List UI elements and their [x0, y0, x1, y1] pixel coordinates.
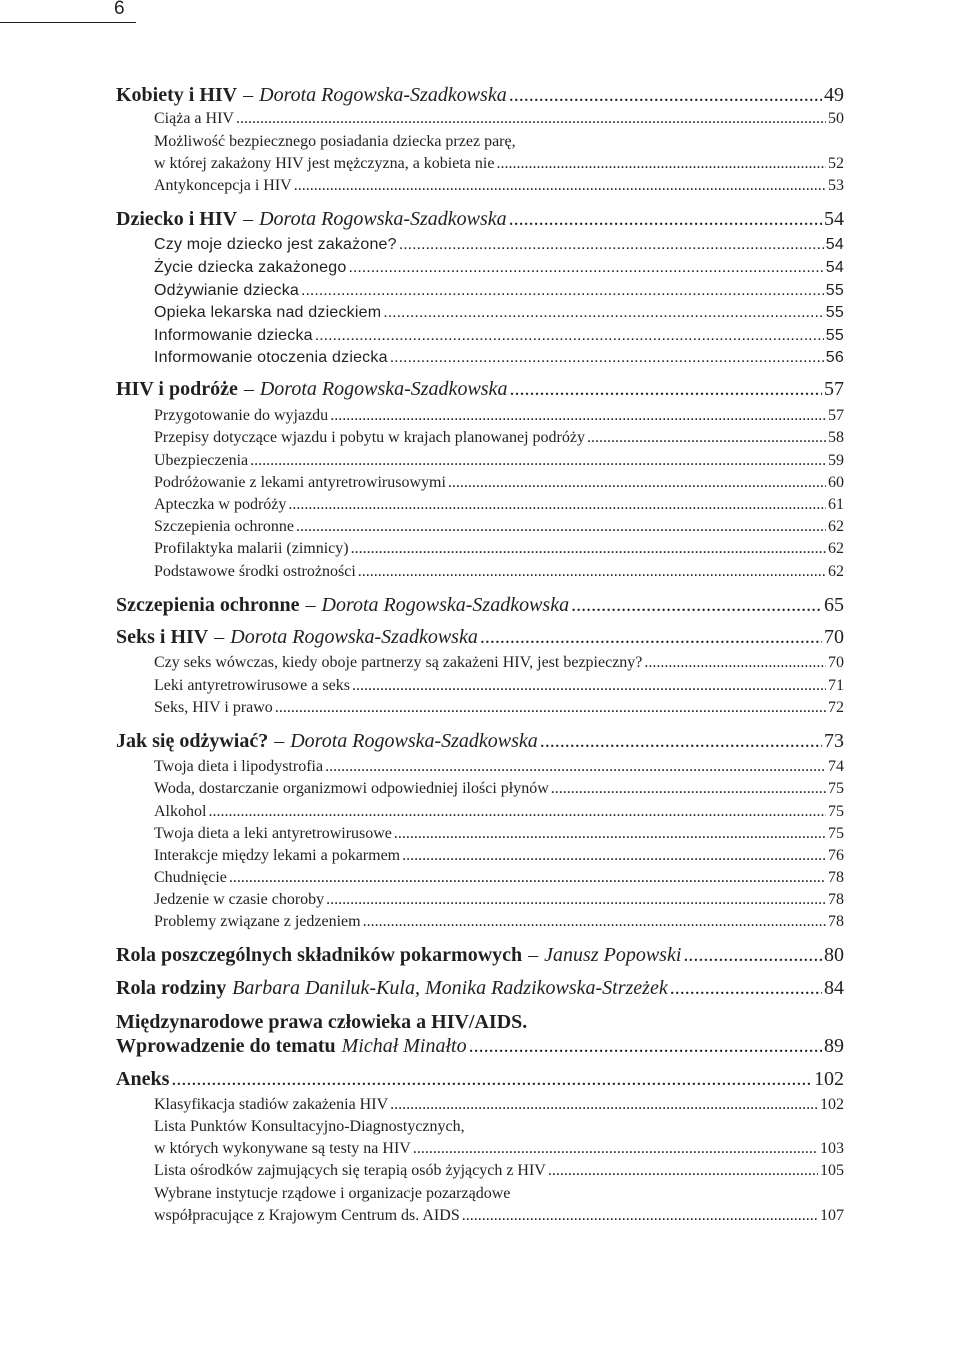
- toc-section[interactable]: [154, 516, 844, 538]
- toc-page: 80: [824, 944, 844, 966]
- toc-section[interactable]: [154, 867, 844, 889]
- toc-section[interactable]: [154, 1160, 844, 1182]
- toc-chapter-kobiety-i-hiv[interactable]: [116, 82, 844, 108]
- toc-title: Informowanie otoczenia dziecka: [154, 349, 388, 366]
- toc-section[interactable]: [154, 911, 844, 933]
- toc-title: Czy seks wówczas, kiedy oboje partnerzy są zakażeni HIV, jest bezpieczny?: [154, 654, 643, 671]
- toc-page: 89: [824, 1035, 844, 1057]
- toc-leader-dots: [413, 1138, 818, 1160]
- toc-title: Ubezpieczenia: [154, 452, 249, 469]
- toc-page: 57: [828, 407, 844, 424]
- toc-leader-dots: [296, 516, 826, 538]
- toc-section[interactable]: [154, 778, 844, 800]
- toc-leader-dots: [352, 675, 826, 697]
- toc-section[interactable]: [154, 347, 844, 369]
- toc-section[interactable]: [154, 405, 844, 427]
- toc-chapter-rola-rodziny[interactable]: [116, 975, 844, 1001]
- toc-title: w której zakażony HIV jest mężczyzna, a kobieta nie: [154, 155, 495, 172]
- toc-section[interactable]: [154, 302, 844, 324]
- toc-title: Przygotowanie do wyjazdu: [154, 407, 329, 424]
- toc-section[interactable]: [154, 845, 844, 867]
- toc-title: Rola rodziny: [116, 977, 227, 999]
- toc-section[interactable]: [154, 234, 844, 256]
- toc-section-line1: Możliwość bezpiecznego posiadania dziecka przez parę,: [154, 133, 516, 150]
- toc-leader-dots: [348, 257, 823, 279]
- toc-section[interactable]: [154, 450, 844, 472]
- toc-page: 84: [824, 977, 844, 999]
- page-number: 6: [114, 0, 125, 19]
- toc-leader-dots: [402, 845, 826, 867]
- toc-leader-dots: [390, 1094, 818, 1116]
- toc-title: Woda, dostarczanie organizmowi odpowiedniej ilości płynów: [154, 780, 549, 797]
- toc-chapter-szczepienia-ochronne[interactable]: [116, 592, 844, 618]
- toc-section[interactable]: [154, 756, 844, 778]
- toc-title: Problemy związane z jedzeniem: [154, 913, 361, 930]
- toc-page: 78: [828, 891, 844, 908]
- toc-title: Chudnięcie: [154, 869, 227, 886]
- toc-chapter-line1: Międzynarodowe prawa człowieka a HIV/AIDS.: [116, 1011, 528, 1033]
- toc-page: 55: [825, 327, 844, 344]
- toc-leader-dots: [326, 889, 826, 911]
- toc-title: Odżywianie dziecka: [154, 282, 299, 299]
- toc-section-line1: Wybrane instytucje rządowe i organizacje pozarządowe: [154, 1185, 511, 1202]
- toc-title: Przepisy dotyczące wjazdu i pobytu w krajach planowanej podróży: [154, 429, 585, 446]
- toc-leader-dots: [540, 728, 822, 754]
- toc-leader-dots: [229, 867, 826, 889]
- toc-page: 50: [828, 110, 844, 127]
- toc-page: 76: [828, 847, 844, 864]
- toc-author: Dorota Rogowska-Szadkowska: [259, 378, 508, 400]
- toc-title: Aneks: [116, 1068, 170, 1090]
- toc-title: Życie dziecka zakażonego: [154, 259, 347, 276]
- toc-title: Interakcje między lekami a pokarmem: [154, 847, 401, 864]
- toc-leader-dots: [330, 405, 826, 427]
- toc-page: 75: [828, 780, 844, 797]
- toc-title: Czy moje dziecko jest zakażone?: [154, 236, 397, 253]
- toc-section[interactable]: [154, 494, 844, 516]
- toc-leader-dots: [358, 561, 826, 583]
- toc-page: 73: [824, 730, 844, 752]
- toc-title: Szczepienia ochronne: [154, 518, 294, 535]
- toc-title: Dziecko i HIV: [116, 208, 238, 230]
- toc-page: 54: [825, 259, 844, 276]
- toc-page: 62: [828, 540, 844, 557]
- toc-leader-dots: [208, 801, 826, 823]
- toc-page: 105: [820, 1162, 844, 1179]
- toc-author: Dorota Rogowska-Szadkowska: [290, 730, 538, 752]
- toc-leader-dots: [683, 942, 822, 968]
- toc-section[interactable]: [154, 108, 844, 130]
- toc-page: 72: [828, 699, 844, 716]
- toc-page: 60: [828, 474, 844, 491]
- toc-page: 56: [825, 349, 844, 366]
- toc-section[interactable]: [154, 175, 844, 197]
- toc-section[interactable]: [154, 675, 844, 697]
- toc-page: 71: [828, 677, 844, 694]
- toc-page: 74: [828, 758, 844, 775]
- toc-leader-dots: [571, 592, 822, 618]
- toc-leader-dots: [236, 108, 826, 130]
- toc-dash: –: [243, 84, 254, 106]
- toc-page: 70: [824, 626, 844, 648]
- toc-page: 58: [828, 429, 844, 446]
- toc-page: 70: [828, 654, 844, 671]
- toc-section[interactable]: [154, 561, 844, 583]
- toc-section[interactable]: [154, 153, 844, 175]
- toc-section[interactable]: [154, 325, 844, 347]
- toc-section[interactable]: [154, 652, 844, 674]
- toc-leader-dots: [390, 347, 824, 369]
- toc-title: Podstawowe środki ostrożności: [154, 563, 356, 580]
- toc-title: Profilaktyka malarii (zimnicy): [154, 540, 349, 557]
- toc-title: Lista ośrodków zajmujących się terapią osób żyjących z HIV: [154, 1162, 546, 1179]
- toc-leader-dots: [351, 538, 826, 560]
- toc-title: Leki antyretrowirusowe a seks: [154, 677, 350, 694]
- toc-title: Seks i HIV: [116, 626, 209, 648]
- toc-section[interactable]: [154, 801, 844, 823]
- toc-leader-dots: [496, 153, 826, 175]
- toc-page: 57: [824, 378, 844, 400]
- toc-section[interactable]: [154, 280, 844, 302]
- toc-section[interactable]: [154, 1205, 844, 1227]
- toc-page: 107: [820, 1207, 844, 1224]
- toc-title: Klasyfikacja stadiów zakażenia HIV: [154, 1096, 389, 1113]
- toc-leader-dots: [399, 234, 824, 256]
- toc-chapter-jak-sie-odzywiac[interactable]: [116, 728, 844, 754]
- toc-page: 78: [828, 869, 844, 886]
- toc-page: 102: [820, 1096, 844, 1113]
- toc-leader-dots: [171, 1066, 812, 1092]
- header-rule: [0, 22, 136, 23]
- toc-page: 49: [824, 84, 844, 106]
- toc-section[interactable]: [154, 697, 844, 719]
- toc-author: Janusz Popowski: [544, 944, 682, 966]
- toc-leader-dots: [509, 82, 822, 108]
- toc-page: 61: [828, 496, 844, 513]
- toc-author: Dorota Rogowska-Szadkowska: [321, 594, 570, 616]
- toc-leader-dots: [288, 494, 826, 516]
- toc-page: 75: [828, 825, 844, 842]
- toc-title: HIV i podróże: [116, 378, 238, 400]
- toc-leader-dots: [670, 975, 822, 1001]
- toc-leader-dots: [315, 325, 824, 347]
- toc-leader-dots: [325, 756, 826, 778]
- toc-author: Dorota Rogowska-Szadkowska: [230, 626, 478, 648]
- toc-section[interactable]: [154, 889, 844, 911]
- toc-title: Antykoncepcja i HIV: [154, 177, 292, 194]
- toc-chapter-rola-skladnikow[interactable]: [116, 942, 844, 968]
- toc-title: Wprowadzenie do tematu: [116, 1035, 336, 1057]
- toc-title: Informowanie dziecka: [154, 327, 313, 344]
- toc-page: 103: [820, 1140, 844, 1157]
- toc-section[interactable]: [154, 1138, 844, 1160]
- toc-page: 54: [825, 236, 844, 253]
- toc-section[interactable]: [154, 257, 844, 279]
- toc-title: Szczepienia ochronne: [116, 594, 300, 616]
- toc-section[interactable]: [154, 538, 844, 560]
- toc-dash: –: [305, 594, 316, 616]
- toc-leader-dots: [644, 652, 826, 674]
- toc-section[interactable]: [154, 427, 844, 449]
- toc-section-line1: Lista Punktów Konsultacyjno-Diagnostycznych,: [154, 1118, 465, 1135]
- toc-title: Opieka lekarska nad dzieckiem: [154, 304, 382, 321]
- toc-page: 59: [828, 452, 844, 469]
- toc-author: Dorota Rogowska-Szadkowska: [259, 208, 507, 230]
- toc-title: Twoja dieta i lipodystrofia: [154, 758, 324, 775]
- toc-chapter-prawa-czlowieka[interactable]: [116, 1033, 844, 1059]
- toc-title: Seks, HIV i prawo: [154, 699, 273, 716]
- toc-leader-dots: [587, 427, 826, 449]
- toc-leader-dots: [363, 911, 826, 933]
- toc-author: Michał Minałto: [341, 1035, 467, 1057]
- toc-leader-dots: [469, 1033, 822, 1059]
- toc-page: 55: [825, 304, 844, 321]
- toc-page: 54: [824, 208, 844, 230]
- toc-dash: –: [274, 730, 285, 752]
- toc-title: Rola poszczególnych składników pokarmowych: [116, 944, 523, 966]
- toc-leader-dots: [383, 302, 824, 324]
- toc-leader-dots: [448, 472, 826, 494]
- toc-section[interactable]: [154, 823, 844, 845]
- toc-title: Apteczka w podróży: [154, 496, 287, 513]
- toc-chapter-hiv-i-podroze[interactable]: [116, 376, 844, 402]
- toc-page: 65: [824, 594, 844, 616]
- toc-chapter-seks-i-hiv[interactable]: [116, 624, 844, 650]
- toc-leader-dots: [462, 1205, 818, 1227]
- toc-leader-dots: [480, 624, 822, 650]
- toc-dash: –: [214, 626, 225, 648]
- toc-page: 52: [828, 155, 844, 172]
- toc-dash: –: [528, 944, 539, 966]
- toc-dash: –: [243, 378, 254, 400]
- toc-leader-dots: [275, 697, 826, 719]
- toc-page: 75: [828, 803, 844, 820]
- toc-leader-dots: [294, 175, 826, 197]
- toc-title: Podróżowanie z lekami antyretrowirusowymi: [154, 474, 446, 491]
- toc-title: Kobiety i HIV: [116, 84, 238, 106]
- toc-section[interactable]: [154, 1094, 844, 1116]
- toc-section[interactable]: [154, 472, 844, 494]
- toc-title: Twoja dieta a leki antyretrowirusowe: [154, 825, 392, 842]
- toc-page: 62: [828, 563, 844, 580]
- toc-title: Alkohol: [154, 803, 207, 820]
- toc-page: 102: [814, 1068, 844, 1090]
- toc-title: współpracujące z Krajowym Centrum ds. AIDS: [154, 1207, 460, 1224]
- toc-title: Jedzenie w czasie choroby: [154, 891, 325, 908]
- toc-title: Ciąża a HIV: [154, 110, 234, 127]
- toc-page: 53: [828, 177, 844, 194]
- toc-title: Jak się odżywiać?: [116, 730, 269, 752]
- toc-author: Barbara Daniluk-Kula, Monika Radzikowska-Strzeżek: [232, 977, 668, 999]
- toc-author: Dorota Rogowska-Szadkowska: [259, 84, 507, 106]
- toc-title: w których wykonywane są testy na HIV: [154, 1140, 411, 1157]
- toc-leader-dots: [250, 450, 826, 472]
- toc-leader-dots: [551, 778, 826, 800]
- toc-chapter-aneks[interactable]: [116, 1066, 844, 1092]
- toc-leader-dots: [548, 1160, 818, 1182]
- toc-page: 78: [828, 913, 844, 930]
- toc-leader-dots: [509, 376, 822, 402]
- toc-dash: –: [243, 208, 254, 230]
- toc-leader-dots: [301, 280, 824, 302]
- toc-page: 62: [828, 518, 844, 535]
- toc-chapter-dziecko-i-hiv[interactable]: [116, 206, 844, 232]
- toc-leader-dots: [509, 206, 822, 232]
- toc-page: 55: [825, 282, 844, 299]
- toc-leader-dots: [394, 823, 826, 845]
